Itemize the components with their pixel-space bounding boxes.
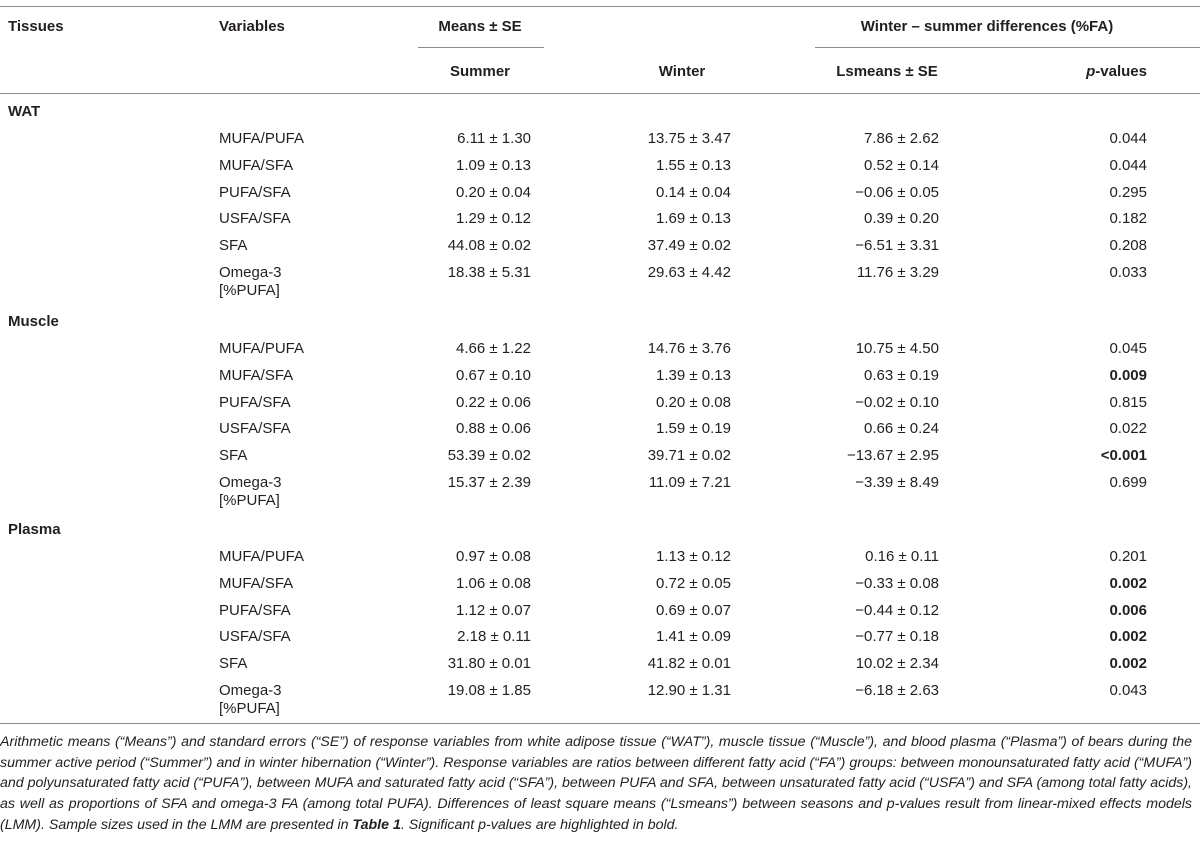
summer-mean-cell: 1.09 ± 0.13	[456, 157, 531, 174]
variable-cell: PUFA/SFA	[219, 184, 291, 201]
lsmeans-cell: −3.39 ± 8.49	[855, 474, 939, 491]
header-winter: Winter	[658, 63, 706, 80]
winter-mean-cell: 12.90 ± 1.31	[647, 682, 731, 699]
variable-cell-line2: [%PUFA]	[219, 282, 280, 299]
lsmeans-cell: −0.44 ± 0.12	[855, 602, 939, 619]
winter-mean-cell: 41.82 ± 0.01	[647, 655, 731, 672]
header-p-italic: p	[1086, 63, 1096, 80]
tissue-label: Plasma	[8, 521, 61, 538]
p-value-cell: 0.045	[1109, 340, 1147, 357]
header-lsmeans: Lsmeans ± SE	[836, 63, 938, 80]
summer-mean-cell: 31.80 ± 0.01	[447, 655, 531, 672]
lsmeans-cell: −13.67 ± 2.95	[846, 447, 939, 464]
table-caption	[0, 732, 1192, 836]
summer-mean-cell: 4.66 ± 1.22	[456, 340, 531, 357]
variable-cell: SFA	[219, 237, 248, 254]
variable-cell: USFA/SFA	[219, 628, 291, 645]
summer-mean-cell: 0.97 ± 0.08	[456, 548, 531, 565]
lsmeans-cell: −0.06 ± 0.05	[855, 184, 939, 201]
variable-cell: MUFA/PUFA	[219, 340, 305, 357]
summer-mean-cell: 0.67 ± 0.10	[456, 367, 531, 384]
p-value-cell: 0.044	[1109, 157, 1147, 174]
winter-mean-cell: 14.76 ± 3.76	[647, 340, 731, 357]
winter-mean-cell: 29.63 ± 4.42	[647, 264, 731, 281]
p-value-cell: 0.044	[1109, 130, 1147, 147]
summer-mean-cell: 1.12 ± 0.07	[456, 602, 531, 619]
header-p-rest: -values	[1095, 63, 1147, 80]
winter-mean-cell: 1.13 ± 0.12	[656, 548, 731, 565]
lsmeans-cell: 10.02 ± 2.34	[855, 655, 939, 672]
p-value-cell: 0.295	[1109, 184, 1147, 201]
summer-mean-cell: 1.06 ± 0.08	[456, 575, 531, 592]
summer-mean-cell: 0.88 ± 0.06	[456, 420, 531, 437]
header-p-values	[1075, 63, 1147, 81]
variable-cell: MUFA/SFA	[219, 575, 294, 592]
caption-part1: Arithmetic means (“Means”) and standard errors (“SE”) of response variables from white adipose tissue (“WAT”), muscle tissue (“Muscle”), and blood plasma (“Plasma”) of bears during the summer active period (“Summer”) and in winter hibernation (“Winter”). Response variables are ratios between different fatty acid (“FA”) groups: between monounsaturated fatty acid (“MUFA”) and polyunsaturated fatty acid (“PUFA”), between MUFA and saturated fatty acid (“SFA”), between PUFA and SFA, between unsaturated fatty acid (“USFA”) and SFA (among total fatty acids), as well as proportions of SFA and omega-3 FA (among total PUFA). Differences of least square means (“Lsmeans”) between seasons and p-values result from linear-mixed effects models (LMM). Sample sizes used in the LMM are presented in	[0, 734, 1192, 833]
winter-mean-cell: 0.72 ± 0.05	[656, 575, 731, 592]
winter-mean-cell: 1.59 ± 0.19	[656, 420, 731, 437]
lsmeans-cell: 11.76 ± 3.29	[856, 264, 939, 281]
p-value-cell: 0.201	[1109, 548, 1147, 565]
lsmeans-cell: 7.86 ± 2.62	[864, 130, 939, 147]
variable-cell: Omega-3	[219, 682, 282, 699]
variable-cell: Omega-3	[219, 474, 282, 491]
lsmeans-cell: 0.16 ± 0.11	[865, 548, 939, 565]
summer-mean-cell: 2.18 ± 0.11	[457, 628, 531, 645]
p-value-cell: 0.815	[1109, 394, 1147, 411]
p-value-cell: 0.022	[1109, 420, 1147, 437]
p-value-cell: 0.182	[1109, 210, 1147, 227]
summer-mean-cell: 1.29 ± 0.12	[456, 210, 531, 227]
header-differences: Winter – summer differences (%FA)	[860, 18, 1114, 35]
variable-cell: MUFA/PUFA	[219, 548, 305, 565]
p-value-cell: 0.002	[1109, 575, 1147, 592]
summer-mean-cell: 15.37 ± 2.39	[447, 474, 531, 491]
p-value-cell: <0.001	[1100, 447, 1147, 464]
lsmeans-cell: 0.39 ± 0.20	[864, 210, 939, 227]
caption-table-ref: Table 1	[352, 816, 401, 833]
p-value-cell: 0.208	[1109, 237, 1147, 254]
lsmeans-cell: 0.66 ± 0.24	[864, 420, 939, 437]
tissue-label: Muscle	[8, 313, 59, 330]
variable-cell-line2: [%PUFA]	[219, 700, 280, 717]
lsmeans-cell: −6.51 ± 3.31	[855, 237, 939, 254]
header-tissues: Tissues	[8, 18, 64, 35]
lsmeans-cell: −0.77 ± 0.18	[855, 628, 939, 645]
winter-mean-cell: 13.75 ± 3.47	[647, 130, 731, 147]
summer-mean-cell: 0.22 ± 0.06	[456, 394, 531, 411]
variable-cell: Omega-3	[219, 264, 282, 281]
p-value-cell: 0.699	[1109, 474, 1147, 491]
p-value-cell: 0.009	[1109, 367, 1147, 384]
p-value-cell: 0.002	[1109, 655, 1147, 672]
p-value-cell: 0.033	[1109, 264, 1147, 281]
winter-mean-cell: 0.14 ± 0.04	[656, 184, 731, 201]
winter-mean-cell: 37.49 ± 0.02	[647, 237, 731, 254]
variable-cell: MUFA/PUFA	[219, 130, 305, 147]
variable-cell: USFA/SFA	[219, 210, 291, 227]
differences-subrule	[815, 47, 1200, 48]
summer-mean-cell: 44.08 ± 0.02	[447, 237, 531, 254]
caption-part2: . Significant p-values are highlighted in bold.	[400, 816, 679, 833]
winter-mean-cell: 11.09 ± 7.21	[648, 474, 731, 491]
winter-mean-cell: 39.71 ± 0.02	[647, 447, 731, 464]
winter-mean-cell: 0.69 ± 0.07	[656, 602, 731, 619]
winter-mean-cell: 1.39 ± 0.13	[656, 367, 731, 384]
lsmeans-cell: −6.18 ± 2.63	[855, 682, 939, 699]
lsmeans-cell: 0.63 ± 0.19	[864, 367, 939, 384]
summer-mean-cell: 53.39 ± 0.02	[447, 447, 531, 464]
lsmeans-cell: −0.02 ± 0.10	[855, 394, 939, 411]
variable-cell-line2: [%PUFA]	[219, 492, 280, 509]
summer-mean-cell: 0.20 ± 0.04	[456, 184, 531, 201]
variable-cell: PUFA/SFA	[219, 394, 291, 411]
means-subrule	[418, 47, 544, 48]
winter-mean-cell: 0.20 ± 0.08	[656, 394, 731, 411]
winter-mean-cell: 1.41 ± 0.09	[656, 628, 731, 645]
winter-mean-cell: 1.69 ± 0.13	[656, 210, 731, 227]
header-rule	[0, 93, 1200, 94]
top-rule	[0, 6, 1200, 7]
variable-cell: PUFA/SFA	[219, 602, 291, 619]
p-value-cell: 0.043	[1109, 682, 1147, 699]
variable-cell: SFA	[219, 655, 248, 672]
lsmeans-cell: 10.75 ± 4.50	[855, 340, 939, 357]
winter-mean-cell: 1.55 ± 0.13	[656, 157, 731, 174]
bottom-rule	[0, 723, 1200, 724]
summer-mean-cell: 18.38 ± 5.31	[447, 264, 531, 281]
header-summer: Summer	[449, 63, 511, 80]
variable-cell: MUFA/SFA	[219, 157, 294, 174]
lsmeans-cell: 0.52 ± 0.14	[864, 157, 939, 174]
summer-mean-cell: 19.08 ± 1.85	[447, 682, 531, 699]
p-value-cell: 0.006	[1109, 602, 1147, 619]
variable-cell: SFA	[219, 447, 248, 464]
variable-cell: USFA/SFA	[219, 420, 291, 437]
tissue-label: WAT	[8, 103, 41, 120]
header-means: Means ± SE	[438, 18, 522, 35]
p-value-cell: 0.002	[1109, 628, 1147, 645]
variable-cell: MUFA/SFA	[219, 367, 294, 384]
header-variables: Variables	[219, 18, 285, 35]
summer-mean-cell: 6.11 ± 1.30	[457, 130, 531, 147]
lsmeans-cell: −0.33 ± 0.08	[855, 575, 939, 592]
